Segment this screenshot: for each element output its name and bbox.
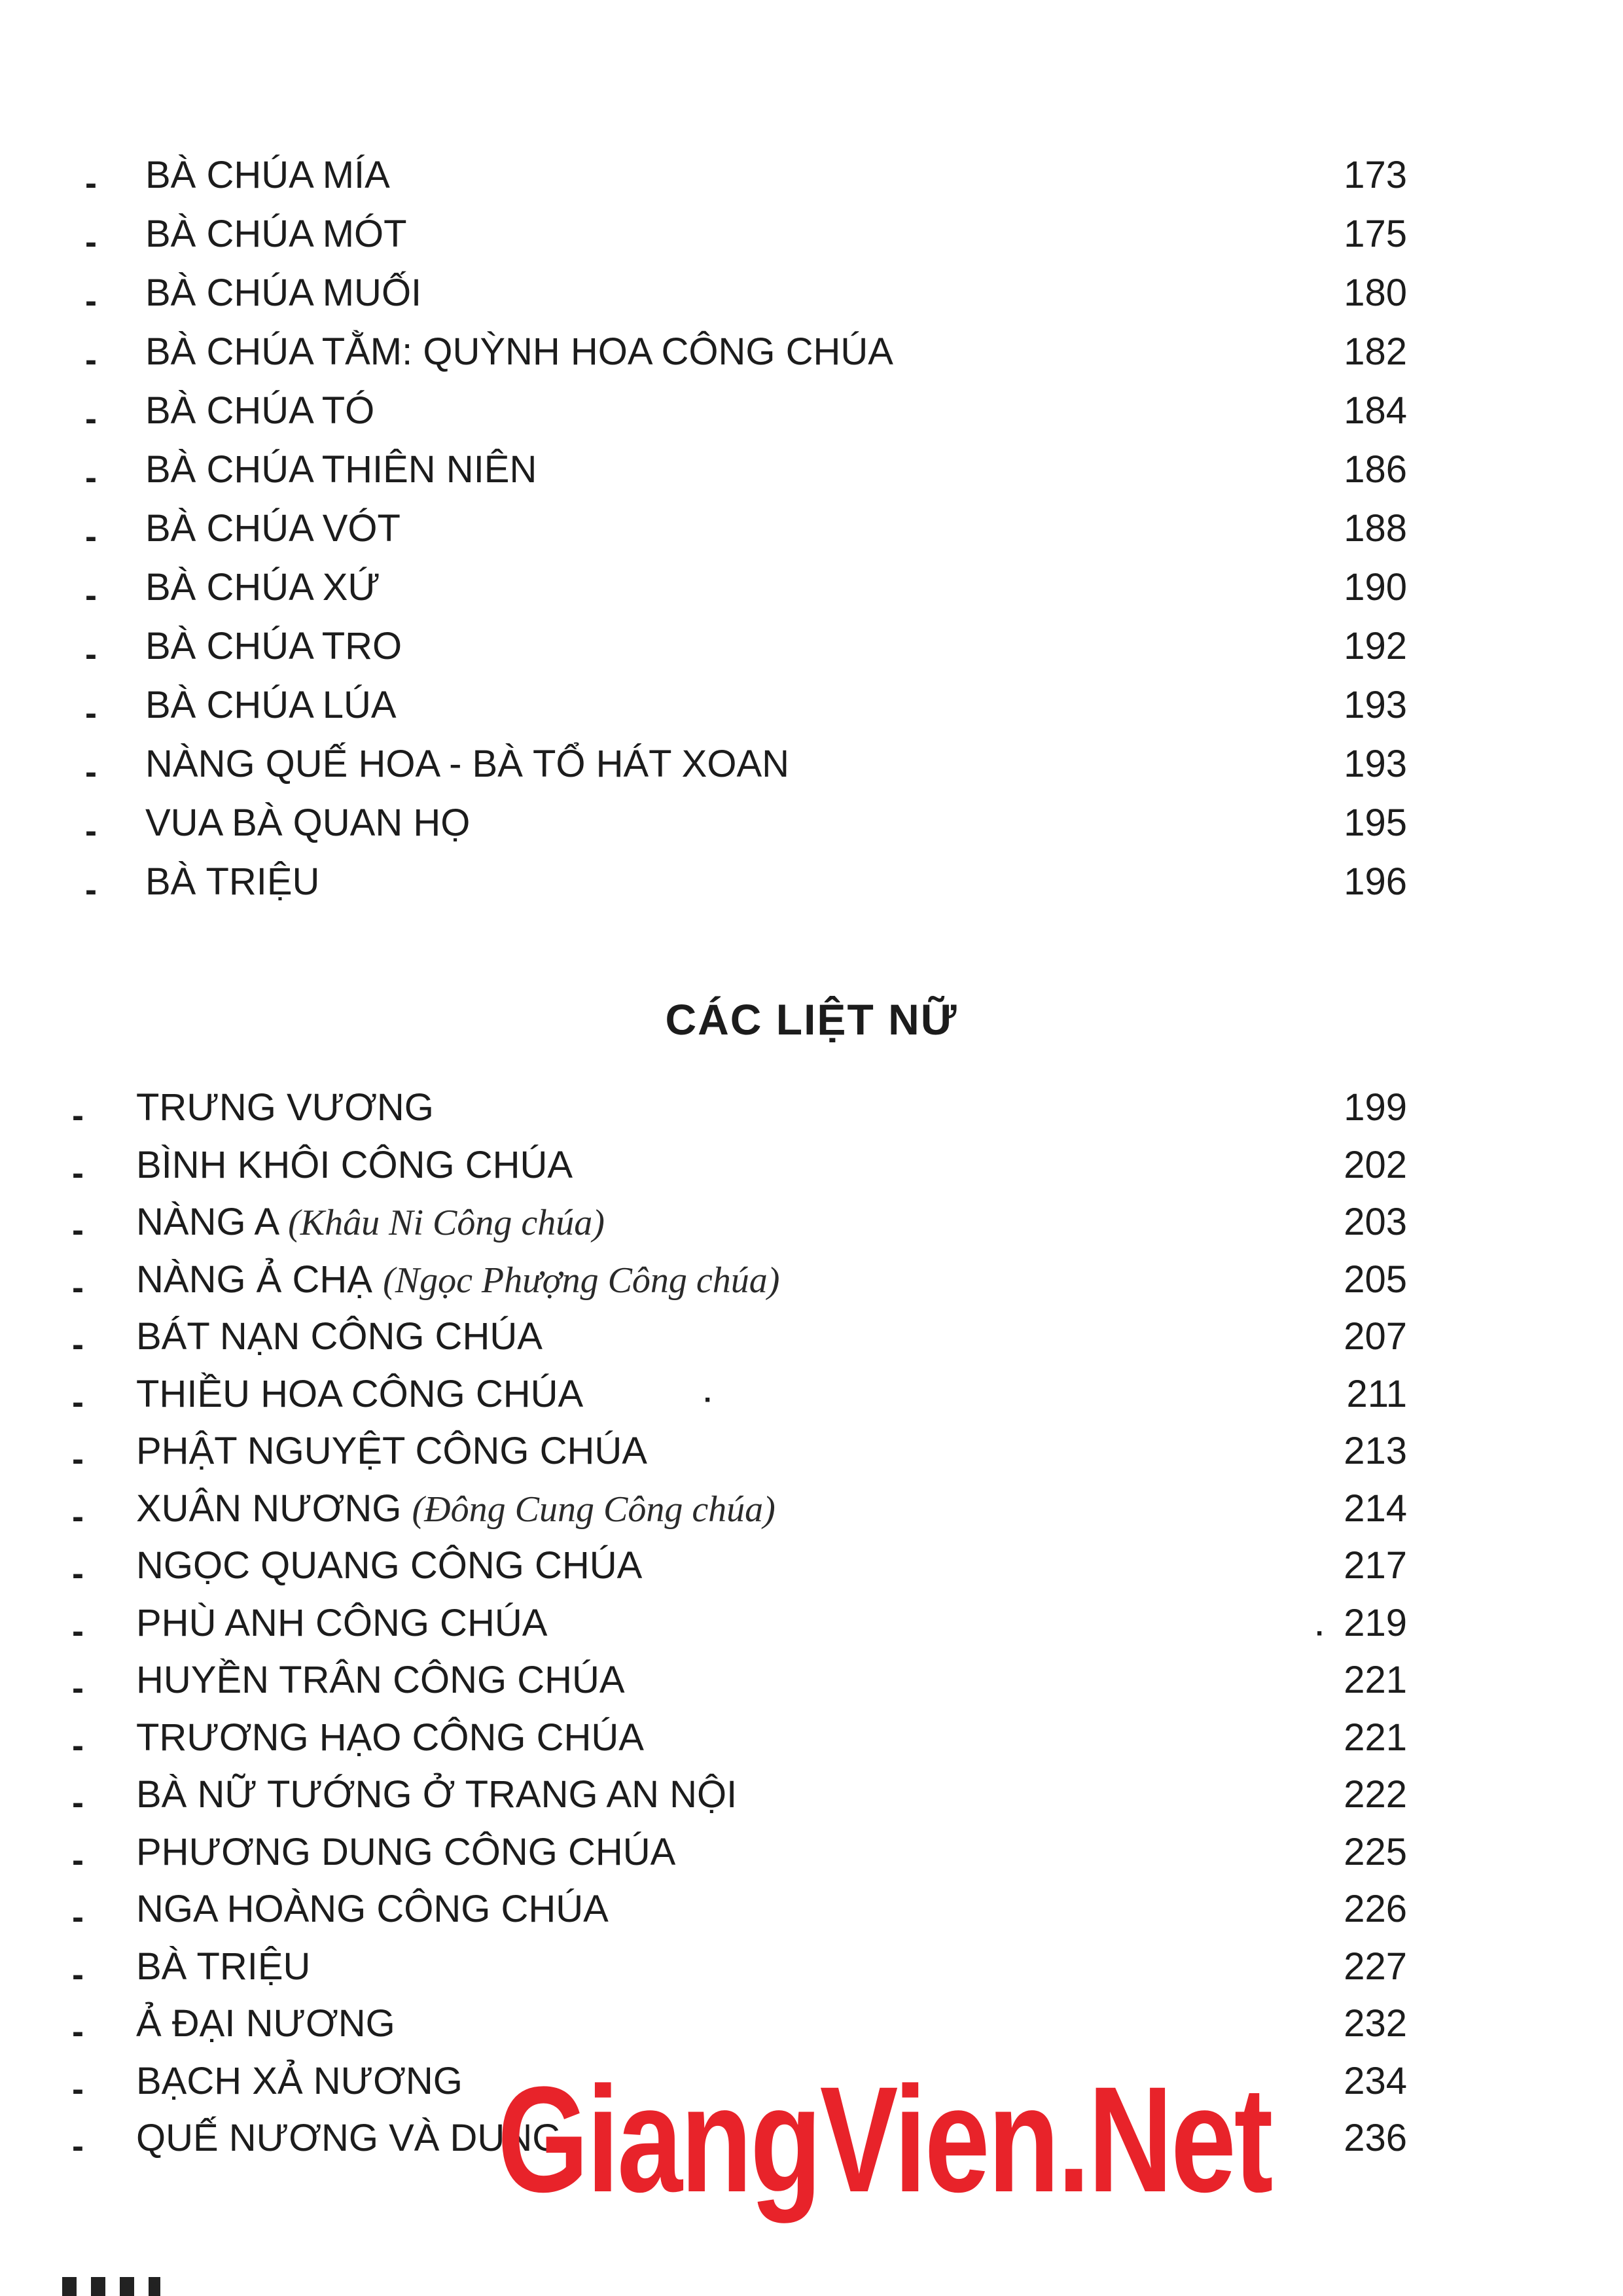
toc-entry-title-text: HUYỀN TRÂN CÔNG CHÚA: [136, 1659, 625, 1701]
toc-entry-title: [136, 1315, 543, 1358]
toc-entry-title-text: TRƯNG VƯƠNG: [136, 1086, 434, 1129]
toc-entry-title-text: NGA HOÀNG CÔNG CHÚA: [136, 1888, 609, 1930]
toc-entry: [0, 860, 1623, 919]
toc-entry: [0, 1773, 1623, 1832]
toc-entry-title: [145, 684, 397, 727]
toc-entry-title-text: BÀ CHÚA XỨ: [145, 566, 380, 609]
toc-entry: [0, 1430, 1623, 1489]
toc-entry-title-text: BÀ CHÚA MÓT: [145, 213, 407, 255]
toc-entry-page-number: 234: [1344, 2059, 1407, 2102]
toc-entry-title-text: BÀ CHÚA TRO: [145, 625, 402, 667]
toc-entry-title: [136, 1945, 310, 1988]
toc-entry-page-number: 205: [1344, 1258, 1407, 1301]
toc-entry-title-text: BẠCH XẢ NƯƠNG: [136, 2059, 463, 2102]
toc-entry-page-number: 225: [1344, 1830, 1407, 1873]
toc-entry: [0, 1201, 1623, 1260]
toc-entry-title-text: BÀ NỮ TƯỚNG Ở TRANG AN NỘI: [136, 1773, 738, 1816]
toc-entry: [0, 566, 1623, 625]
toc-entry: [0, 272, 1623, 330]
toc-entry-title-text: BÀ CHÚA TẰM: QUỲNH HOA CÔNG CHÚA: [145, 330, 893, 373]
toc-entry-title-text: VUA BÀ QUAN HỌ: [145, 802, 471, 844]
toc-entry-title-text: Ả ĐẠI NƯƠNG: [136, 2002, 395, 2045]
toc-entry-title: [136, 1773, 737, 1816]
toc-entry-title-text: BÀ CHÚA VÓT: [145, 507, 401, 550]
toc-entry-title: [145, 389, 374, 433]
toc-entry: [0, 213, 1623, 272]
toc-entry-page-number: 175: [1344, 213, 1407, 255]
toc-entry-page-number: 221: [1344, 1716, 1407, 1759]
toc-entry: [0, 1716, 1623, 1775]
toc-entry: [0, 743, 1623, 802]
toc-entry: [0, 1086, 1623, 1145]
watermark-logo: GiangVien.Net: [497, 2055, 1272, 2223]
toc-entry-page-number: 222: [1344, 1773, 1407, 1816]
toc-entry-title-text: BÁT NẠN CÔNG CHÚA: [136, 1315, 543, 1358]
toc-entry-bullet: -: [72, 1554, 84, 1593]
toc-entry-note: (Ngọc Phượng Công chúa): [383, 1260, 780, 1301]
toc-entry-title: [145, 860, 319, 904]
toc-entry-bullet: -: [72, 1439, 84, 1479]
toc-entry-page-number: 193: [1344, 684, 1407, 726]
toc-entry: [0, 1945, 1623, 2004]
toc-entry-bullet: -: [72, 2012, 84, 2051]
toc-entry-title-text: PHƯƠNG DUNG CÔNG CHÚA: [136, 1830, 676, 1873]
toc-entry-title: [136, 1430, 647, 1473]
toc-entry-title-text: BÀ TRIỆU: [145, 860, 320, 903]
toc-entry-page-number: 180: [1344, 272, 1407, 314]
toc-entry-bullet: -: [72, 1898, 84, 1937]
toc-entry-title-text: BÀ CHÚA LÚA: [145, 684, 397, 726]
toc-entry: [0, 154, 1623, 213]
toc-entry: [0, 507, 1623, 566]
toc-entry-bullet: -: [85, 399, 97, 438]
toc-entry-bullet: -: [72, 1840, 84, 1880]
toc-entry-title: [136, 1544, 642, 1587]
toc-entry-title-text: BÀ CHÚA THIÊN NIÊN: [145, 448, 537, 491]
toc-entry-title: [145, 448, 537, 491]
toc-entry-title: [136, 1602, 547, 1645]
toc-entry-title-text: XUÂN NƯƠNG: [136, 1487, 402, 1530]
toc-entry-bullet: -: [85, 340, 97, 380]
toc-entry-bullet: -: [72, 1325, 84, 1364]
toc-entry-bullet: -: [72, 1153, 84, 1193]
toc-entry-page-number: 219: [1344, 1601, 1407, 1644]
toc-entry-bullet: -: [85, 870, 97, 910]
toc-entry-page-number: 226: [1344, 1888, 1407, 1930]
toc-entry-title-text: NÀNG A: [136, 1201, 277, 1243]
toc-entry-bullet: -: [72, 1096, 84, 1135]
toc-entry-note: (Đông Cung Công chúa): [412, 1489, 776, 1530]
toc-entry-bullet: -: [85, 281, 97, 321]
toc-entry: [0, 802, 1623, 860]
toc-entry: [0, 1831, 1623, 1890]
toc-entry-page-number: 188: [1344, 507, 1407, 550]
toc-entry: [0, 1544, 1623, 1603]
toc-entry-title: [145, 802, 470, 845]
toc-entry-title: [145, 743, 789, 786]
toc-entry-title: [136, 1201, 605, 1245]
toc-entry-title: [145, 507, 401, 550]
toc-entry-page-number: 199: [1344, 1086, 1407, 1129]
toc-entry-bullet: -: [85, 811, 97, 851]
toc-entry: [0, 2002, 1623, 2061]
toc-entry-page-number: 184: [1344, 389, 1407, 432]
toc-entry-title: [136, 1716, 644, 1759]
toc-entry-title-text: BÌNH KHÔI CÔNG CHÚA: [136, 1143, 573, 1186]
toc-entry-bullet: -: [85, 694, 97, 733]
toc-entry-bullet: -: [72, 1382, 84, 1422]
toc-entry-page-number: 202: [1344, 1143, 1407, 1186]
toc-entry-page-number: 190: [1344, 566, 1407, 609]
toc-entry-title: [136, 1487, 776, 1531]
toc-entry-page-number: 236: [1344, 2117, 1407, 2159]
toc-entry-title: [136, 1258, 779, 1302]
stray-mark: ·: [1315, 1617, 1325, 1650]
toc-entry-bullet: -: [72, 2069, 84, 2109]
toc-entry-page-number: 221: [1344, 1659, 1407, 1701]
toc-entry-page-number: 195: [1344, 802, 1407, 844]
page-corner-mark: [62, 2277, 160, 2296]
toc-entry-bullet: -: [72, 1669, 84, 1708]
toc-entry-title-text: BÀ TRIỆU: [136, 1945, 311, 1988]
toc-entry: [0, 448, 1623, 507]
section-heading: CÁC LIỆT NỮ: [665, 995, 958, 1044]
toc-entry: [0, 1144, 1623, 1203]
toc-entry: [0, 1602, 1623, 1661]
toc-entry-title: [136, 1373, 583, 1416]
toc-entry-page-number: 213: [1344, 1430, 1407, 1472]
toc-entry-bullet: -: [85, 458, 97, 497]
toc-entry-title: [136, 2002, 395, 2045]
toc-entry-title: [136, 1086, 434, 1129]
toc-entry-note: (Khâu Ni Công chúa): [288, 1203, 605, 1243]
toc-entry: [0, 684, 1623, 743]
toc-entry-page-number: 217: [1344, 1544, 1407, 1587]
toc-entry-title: [145, 566, 380, 609]
toc-entry-bullet: -: [72, 1954, 84, 1994]
toc-entry-page-number: 227: [1344, 1945, 1407, 1988]
toc-entry-bullet: -: [85, 164, 97, 203]
toc-entry: [0, 625, 1623, 684]
toc-entry-page-number: 193: [1344, 743, 1407, 785]
toc-entry: [0, 330, 1623, 389]
toc-entry-title: [136, 1144, 573, 1187]
toc-entry-bullet: -: [85, 517, 97, 556]
toc-entry-bullet: -: [72, 1611, 84, 1651]
toc-entry-bullet: -: [85, 635, 97, 674]
toc-entry-title: [145, 154, 390, 197]
toc-entry: [0, 1258, 1623, 1317]
toc-entry-bullet: -: [85, 222, 97, 262]
toc-entry-page-number: 232: [1344, 2002, 1407, 2045]
toc-entry-title-text: NÀNG Ả CHẠ: [136, 1258, 372, 1301]
toc-entry-title-text: NGỌC QUANG CÔNG CHÚA: [136, 1544, 643, 1587]
toc-entry: [0, 389, 1623, 448]
toc-entry-page-number: 203: [1344, 1201, 1407, 1243]
toc-entry: [0, 1373, 1623, 1432]
toc-entry: [0, 1315, 1623, 1374]
toc-entry: [0, 1888, 1623, 1947]
toc-entry-title: [136, 1659, 625, 1702]
toc-entry: [0, 1659, 1623, 1718]
toc-entry-title-text: BÀ CHÚA MÍA: [145, 154, 390, 196]
toc-entry-title-text: THIỀU HOA CÔNG CHÚA: [136, 1372, 584, 1415]
toc-entry-bullet: -: [85, 576, 97, 615]
toc-entry-title: [145, 330, 893, 374]
toc-entry-title: [136, 1831, 675, 1874]
toc-entry-bullet: -: [72, 1496, 84, 1536]
toc-entry-page-number: 207: [1344, 1315, 1407, 1358]
toc-entry-page-number: 186: [1344, 448, 1407, 491]
toc-entry-bullet: -: [72, 2127, 84, 2166]
toc-entry-page-number: 196: [1344, 860, 1407, 903]
toc-entry-bullet: -: [72, 1725, 84, 1765]
toc-entry-title-text: NÀNG QUẾ HOA - BÀ TỔ HÁT XOAN: [145, 743, 790, 785]
toc-entry-title-text: BÀ CHÚA MUỐI: [145, 272, 422, 314]
toc-entry-title: [136, 2060, 463, 2103]
toc-entry-page-number: 192: [1344, 625, 1407, 667]
toc-entry: [0, 1487, 1623, 1546]
toc-entry-title-text: PHÙ ANH CÔNG CHÚA: [136, 1601, 548, 1644]
toc-entry-bullet: -: [85, 752, 97, 792]
toc-entry-bullet: -: [72, 1783, 84, 1822]
toc-entry-title-text: TRƯƠNG HẠO CÔNG CHÚA: [136, 1716, 644, 1759]
toc-entry-title-text: QUẾ NƯƠNG VÀ DUNG: [136, 2117, 562, 2159]
stray-mark: ·: [704, 1384, 713, 1416]
toc-entry-title: [145, 272, 421, 315]
toc-entry-title: [145, 213, 407, 256]
toc-entry-bullet: -: [72, 1267, 84, 1307]
toc-entry-page-number: 182: [1344, 330, 1407, 373]
toc-entry-page-number: 173: [1344, 154, 1407, 196]
toc-entry-page-number: 214: [1344, 1487, 1407, 1530]
toc-entry-title: [136, 1888, 609, 1931]
toc-entry-title-text: PHẬT NGUYỆT CÔNG CHÚA: [136, 1430, 647, 1472]
toc-entry-bullet: -: [72, 1210, 84, 1250]
toc-entry-title-text: BÀ CHÚA TÓ: [145, 389, 375, 432]
toc-entry-page-number: 211: [1346, 1372, 1407, 1415]
toc-entry-title: [145, 625, 402, 668]
